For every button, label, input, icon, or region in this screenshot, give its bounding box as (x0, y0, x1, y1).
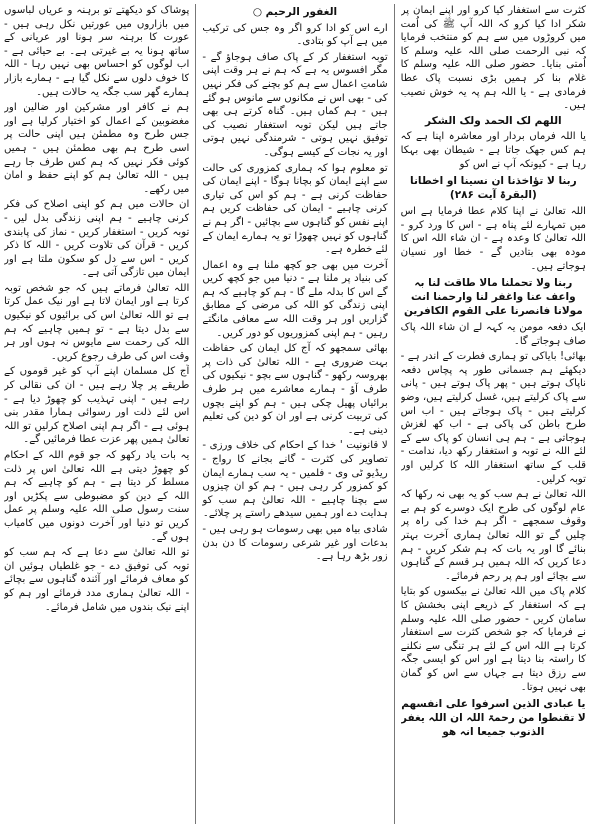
paragraph: آج کل مسلمان اپنے آپ کو غیر قوموں کے طریقے پر چلا رہے ہیں - ان کی نقالی کر رہے ہیں - اپنی تہذیب کو چھوڑ دیا ہے - اس لئے ذلت اور رسوائی ہمارا مقدر بنی ہوئی ہے - اگر ہم اپنی اصلاح کرلیں تو اللہ تعالیٰ ہمیں پھر عزت عطا فرمائیں گے۔ (4, 366, 190, 446)
right-column (401, 4, 586, 824)
paragraph: کلام پاک میں اللہ تعالیٰ نے بیکسوں کو بتایا ہے کہ استغفار کے ذریعے اپنی بخشش کا سامان کریں - حضور صلی اللہ علیہ وسلم نے فرمایا کہ جو شخص کثرت سے استغفار کرتا ہے اللہ اس کے لئے ہر تنگی سے نکلنے کا راستہ بنا دیتا ہے اور اس کو ایسی جگہ سے رزق دیتا ہے جہاں سے اس کو گمان بھی نہیں ہوتا۔ (400, 586, 586, 693)
section-heading: الغفور الرحیم ○ (252, 6, 338, 18)
quranic-verse: ربنا ولا تحملنا مالا طاقت لنا بہ واعف عنا واغفر لنا وارحمنا انت مولانا فانصرنا علی القوم الکافرین (403, 277, 583, 318)
paragraph: اللہ تعالیٰ فرماتے ہیں کہ جو شخص توبہ کرتا ہے اور ایمان لاتا ہے اور نیک عمل کرتا ہے تو اللہ تعالیٰ اس کی برائیوں کو نیکیوں سے بدل دیتا ہے - تو ہمیں چاہیے کہ ہم اللہ کی رحمت سے مایوس نہ ہوں اور ہر وقت اس کی طرف رجوع کریں۔ (4, 282, 190, 362)
section-heading: اللھم لک الحمد ولک الشکر (425, 114, 562, 127)
paragraph: ایک دفعہ مومن یہ کہہ لے ان شاء اللہ پاک صاف ہوجاتے گا۔ (400, 322, 586, 347)
paragraph: ہم نے کافر اور مشرکین اور ضالین اور مغضوبین کے اعمال کو اختیار کرلیا ہے اور جس طرح وہ مطمئن ہیں اپنی حالت پر اسی طرح ہم بھی مطمئن ہیں - ہمیں کوئی فکر نہیں کہ ہم کس طرف جا رہے ہیں - اللہ تعالیٰ ہم کو اپنے حفظ و امان میں رکھے۔ (4, 102, 190, 195)
left-column (4, 4, 189, 824)
paragraph: بھائی سمجھو کہ آج کل ایمان کی حفاظت بہت ضروری ہے - اللہ تعالیٰ کی ذات پر بھروسہ رکھو - گناہوں سے بچو - نیکیوں کی طرف آؤ - ہمارے معاشرے میں ہر طرف برائیاں پھیل چکی ہیں - ہم کو اپنے بچوں کی تربیت کرنی ہے اور ان کو دین کی تعلیم دینی ہے۔ (202, 343, 388, 436)
paragraph: تو معلوم ہوا کہ ہماری کمزوری کی حالت سے اپنے ایمان کو بچانا ہوگا - اپنے ایمان کی حفاظت کرنی ہے - ہم کو اس کی تیاری کرنی چاہیے - ایمان کی حفاظت کریں ہم اپنے نفس کو گناہوں سے بچائیں - اگر ہم نے گناہوں کو نہیں چھوڑا تو یہ ہمارے ایمان کے لئے خطرہ ہے۔ (202, 162, 388, 256)
paragraph: تو اللہ تعالیٰ سے دعا ہے کہ ہم سب کو توبہ کی توفیق دے - جو غلطیاں ہوئیں ان کو معاف فرمائے اور آئندہ گناہوں سے بچائے - اللہ تعالیٰ ہماری مدد فرمائے اور ہم کو اپنے نیک بندوں میں شامل فرمائے۔ (4, 547, 190, 613)
paragraph: یا اللہ فرماں بردار اور معاشرہ اپنا ہے کہ ہم کس جھک جاتا ہے - شیطان بھی بہکا رہا ہے - کیونکہ آپ نے اس کو (400, 131, 586, 170)
column-divider (195, 4, 196, 824)
paragraph: توبہ استغفار کر کے پاک صاف ہوجاؤ گے - مگر افسوس یہ ہے کہ ہم نے ہر وقت اپنی شامتِ اعمال سے ہم کو بچنے کی فکر نہیں کی - بھی اس نے مکانوں سے مانوس ہو گئے ہیں - ہم کماں ہیں۔ گناہ کرتے ہی بھی جاتے ہیں لیکن توبہ استغفار نصیب کی توفیق نہیں ہوتی - شرمندگی نہیں ہوتی اور یہ نجات کے کیسے ہوگی۔ (202, 51, 388, 158)
paragraph: آخرت میں بھی جو کچھ ملنا ہے وہ اعمال کی بنیاد پر ملنا ہے - دنیا میں جو کچھ کریں گے اس کا بدلہ ملے گا - ہم کو چاہیے کہ ہم اپنی زندگی کو اللہ کی مرضی کے مطابق گزاریں اور ہر وقت اللہ سے معافی مانگتے رہیں - ہم اپنی کمزوریوں کو دور کریں۔ (202, 259, 388, 339)
quranic-verse: یا عبادی الذین اسرفوا علی انفسھم لا تقنطوا من رحمۃ اللہ ان اللہ یغفر الذنوب جمیعا انہ ھو (400, 698, 586, 739)
middle-column (202, 4, 387, 824)
paragraph: ان حالات میں ہم کو اپنی اصلاح کی فکر کرنی چاہیے - ہم اپنی زندگی بدل لیں - توبہ کریں - استغفار کریں - نماز کی پابندی کریں - قرآن کی تلاوت کریں - اللہ کا ذکر کریں - اس سے دل کو سکون ملتا ہے اور ایمان میں تازگی آتی ہے۔ (4, 199, 190, 279)
paragraph: اللہ تعالیٰ نے ہم سب کو یہ بھی نہ رکھا کہ عام لوگوں کی طرح ایک دوسرے کو ہم بے وقوف سمجھے - اگر ہم خدا کی راہ پر چلیں گے تو اللہ تعالیٰ ہماری آخرت بہتر بنائے گا اور یہ بات کہ ہم شکر کریں - ہم دعا کریں کہ اللہ ہمیں ہر قسم کے گناہوں سے بچائے اور ہم پر رحم فرمائے۔ (400, 489, 586, 582)
paragraph: بھائی! بایاکی تو ہماری فطرت کے اندر ہے - دیکھئے ہم جسمانی طور پہ پچاس دفعہ ناپاک ہوتے ہیں - پھر پاک ہوتے ہیں - پانی سے پاک کرلیتے ہیں، غسل کرلیتے ہیں، وضو کرلیتے ہیں - پاک ہوجاتے ہیں - اب اس طرح باطن کی پاکی ہے - اب کھ لغزش ہوجاتی ہے - ہم ہی انسان کو پاک سے کے لئے اللہ نے توبہ و استغفار رکھ دیا، ندامت - قلب کے ساتھ استغفار اللہ کا کرلیں اور توبہ کرلیں۔ (400, 351, 586, 485)
document-page (4, 4, 586, 824)
paragraph: شادی بیاہ میں بھی رسومات ہو رہی ہیں - بدعات اور غیر شرعی رسومات کا دن بدن زور بڑھ رہا ہے۔ (202, 523, 388, 563)
paragraph: اللہ تعالیٰ نے اپنا کلام عطا فرمایا ہے اس میں تمہارے لئے پناہ ہے - اس کا ورد کرو - اللہ تعالیٰ کا وعدہ ہے - ان شاء اللہ اس کا مودہ بھی بتادیں گے - خطا اور نسیان ہوجاتے ہیں۔ (400, 206, 586, 272)
quranic-verse: ربنا لا تؤاخذنا ان نسینا او اخطانا (البقرۃ آیت ۲۸۶) (410, 175, 577, 202)
paragraph: یہ بات یاد رکھو کہ جو قوم اللہ کے احکام کو چھوڑ دیتی ہے اللہ تعالیٰ اس پر ذلت مسلط کر دیتا ہے - ہم کو چاہیے کہ ہم اللہ کے دین کو مضبوطی سے پکڑیں اور سنت رسول صلی اللہ علیہ وسلم پر عمل کریں تو دنیا اور آخرت دونوں میں کامیاب ہوں گے۔ (4, 450, 190, 543)
column-divider (394, 4, 395, 824)
paragraph: ارے اس کو ادا کرو اگر وہ جس کی ترکیب میں ہے آپ کو بتادی۔ (202, 22, 388, 48)
paragraph: لا قانونیت ' خدا کے احکام کی خلاف ورزی - تصاویر کی کثرت - گانے بجانے کا رواج - ریڈیو ٹی وی - فلمیں - یہ سب ہمارے ایمان کو کمزور کر رہی ہیں - ہم کو ان چیزوں سے بچنا چاہیے - اللہ تعالیٰ ہم سب کو ہدایت دے اور ہمیں سیدھے راستے پر چلائے۔ (202, 440, 388, 520)
paragraph: پوشاک کو دیکھتے تو برہنہ و عریاں لباسوں میں بازاروں میں عورتیں نکل رہی ہیں - عورت کا برہنہ سر ہونا اور عریانی کے ساتھ ہونا یہ بے غیرتی ہے۔ بے حیائی ہے - اب لوگوں کو احساس بھی نہیں رہا - اللہ کا خوف دلوں سے نکل گیا ہے - ہمارے بازار ہمارے گھر سب جگہ یہ حالات ہیں۔ (4, 5, 190, 98)
paragraph: کثرت سے استغفار کیا کرو اور اپنے ایمان پر شکر ادا کیا کرو کہ اللہ آپ ﷺ کی اُمت میں کروڑوں میں سے ہم کو منتخب فرمایا کہ نبی الرحمت صلی اللہ علیہ وسلم کا اُمتی بنایا۔ حضور صلی اللہ علیہ وسلم کا غلام بنا کر ہمیں بڑی نسبت پاک عطا فرمادی ہے - یا اللہ ہم پہ یہ خوش نصیب ہیں۔ (400, 5, 586, 112)
